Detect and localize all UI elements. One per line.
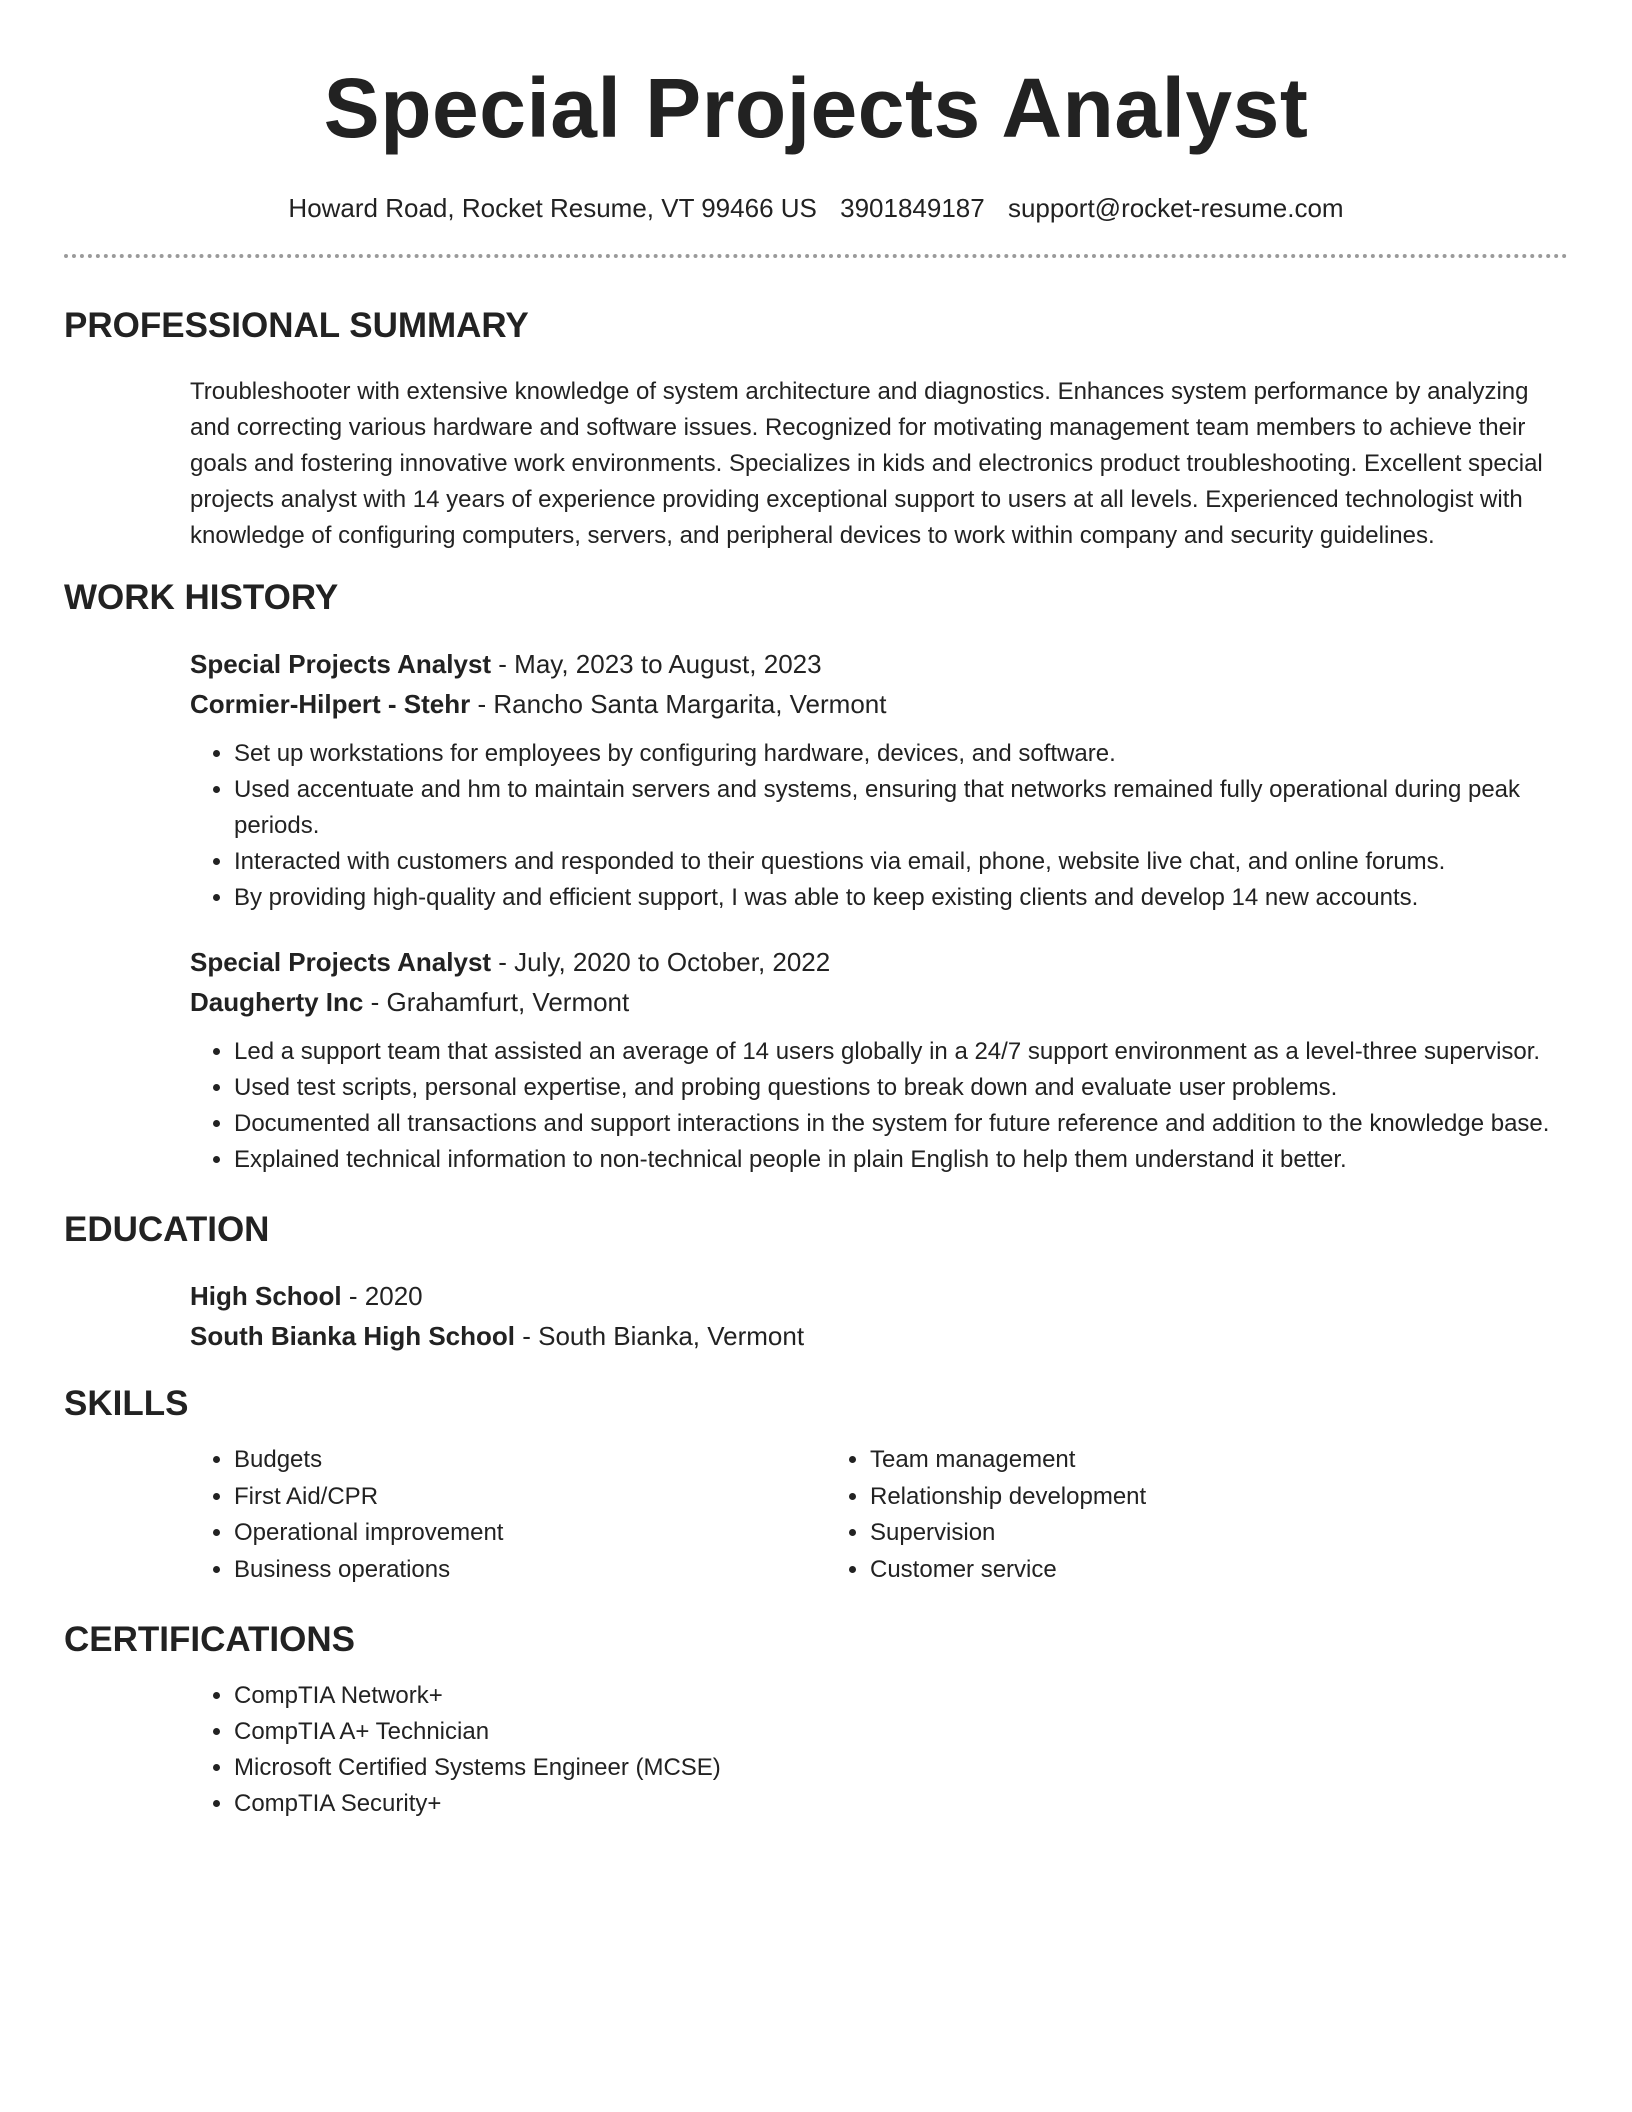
- job-dates: - May, 2023 to August, 2023: [491, 649, 822, 679]
- skill-item: • Team management: [870, 1442, 1462, 1479]
- skill-item: • Supervision: [870, 1515, 1462, 1552]
- section-title-education: EDUCATION: [64, 1210, 270, 1249]
- skills-column-left: [190, 1442, 826, 1588]
- skills-column-right: [826, 1442, 1462, 1588]
- certification-items: [190, 1678, 1568, 1822]
- education-entry: [190, 1276, 1568, 1356]
- job-bullet: • Documented all transactions and support interactions in the system for future reference and addition to the knowledge base.: [234, 1106, 1568, 1142]
- section-title-work-history: WORK HISTORY: [64, 578, 339, 617]
- job-bullet: • Used test scripts, personal expertise, and probing questions to break down and evaluate user problems.: [234, 1070, 1568, 1106]
- job-bullet: • Interacted with customers and responded to their questions via email, phone, website live chat, and online forums.: [234, 844, 1568, 880]
- job-bullet: • Explained technical information to non-technical people in plain English to help them understand it better.: [234, 1142, 1568, 1178]
- employer-line: [190, 684, 1568, 724]
- header-divider: [64, 254, 1568, 258]
- employer-line: [190, 982, 1568, 1022]
- skill-item: • Customer service: [870, 1552, 1462, 1589]
- job-bullet: • Used accentuate and hm to maintain servers and systems, ensuring that networks remained fully operational during peak periods.: [234, 772, 1568, 844]
- skill-item: • First Aid/CPR: [234, 1479, 826, 1516]
- section-title-skills: SKILLS: [64, 1384, 189, 1423]
- summary-text: Troubleshooter with extensive knowledge of system architecture and diagnostics. Enhances system performance by analyzing and correcting various hardware and software issues. Recognized for motivating management team members to achieve their goals and fostering innovative work environments. Specializes in kids and electronics product troubleshooting. Excellent special projects analyst with 14 years of experience providing exceptional support to users at all levels. Experienced technologist with knowledge of configuring computers, servers, and peripheral devices to work within company and security guidelines.: [190, 378, 1543, 549]
- address: Howard Road, Rocket Resume, VT 99466 US: [288, 193, 817, 223]
- certification-item: • CompTIA Network+: [234, 1678, 1568, 1714]
- certifications-list: [190, 1678, 1568, 1822]
- job-bullet: • By providing high-quality and efficient support, I was able to keep existing clients and develop 14 new accounts.: [234, 880, 1568, 916]
- school-location: - South Bianka, Vermont: [515, 1321, 805, 1351]
- job-role: Special Projects Analyst: [190, 649, 492, 679]
- degree: High School: [190, 1281, 342, 1311]
- job-role: Special Projects Analyst: [190, 947, 492, 977]
- degree-year: - 2020: [341, 1281, 423, 1311]
- skill-item: • Business operations: [234, 1552, 826, 1589]
- school-name: South Bianka High School: [190, 1321, 516, 1351]
- certification-item: • CompTIA Security+: [234, 1786, 1568, 1822]
- employer-location: - Grahamfurt, Vermont: [363, 987, 630, 1017]
- certification-item: • Microsoft Certified Systems Engineer (MCSE): [234, 1750, 1568, 1786]
- phone: 3901849187: [840, 193, 985, 223]
- employer-name: Cormier-Hilpert - Stehr: [190, 689, 471, 719]
- job-bullets: [190, 736, 1568, 916]
- job-title-line: [190, 644, 1568, 684]
- skill-item: • Operational improvement: [234, 1515, 826, 1552]
- section-title-certifications: CERTIFICATIONS: [64, 1620, 356, 1659]
- job-bullets: [190, 1034, 1568, 1178]
- employer-location: - Rancho Santa Margarita, Vermont: [470, 689, 887, 719]
- school-line: [190, 1316, 1568, 1356]
- resume-name: Special Projects Analyst: [323, 61, 1309, 155]
- job-title-line: [190, 942, 1568, 982]
- skill-item: • Relationship development: [870, 1479, 1462, 1516]
- certification-item: • CompTIA A+ Technician: [234, 1714, 1568, 1750]
- employer-name: Daugherty Inc: [190, 987, 364, 1017]
- degree-line: [190, 1276, 1568, 1316]
- section-title-summary: PROFESSIONAL SUMMARY: [64, 306, 529, 345]
- skill-item: • Budgets: [234, 1442, 826, 1479]
- contact-info: [64, 192, 1568, 224]
- job-dates: - July, 2020 to October, 2022: [491, 947, 831, 977]
- skills-grid: [190, 1442, 1568, 1588]
- job-bullet: • Set up workstations for employees by configuring hardware, devices, and software.: [234, 736, 1568, 772]
- email: support@rocket-resume.com: [1007, 193, 1344, 223]
- job-bullet: • Led a support team that assisted an average of 14 users globally in a 24/7 support environment as a level-three supervisor.: [234, 1034, 1568, 1070]
- job-entry: [190, 644, 1568, 916]
- job-entry: [190, 942, 1568, 1178]
